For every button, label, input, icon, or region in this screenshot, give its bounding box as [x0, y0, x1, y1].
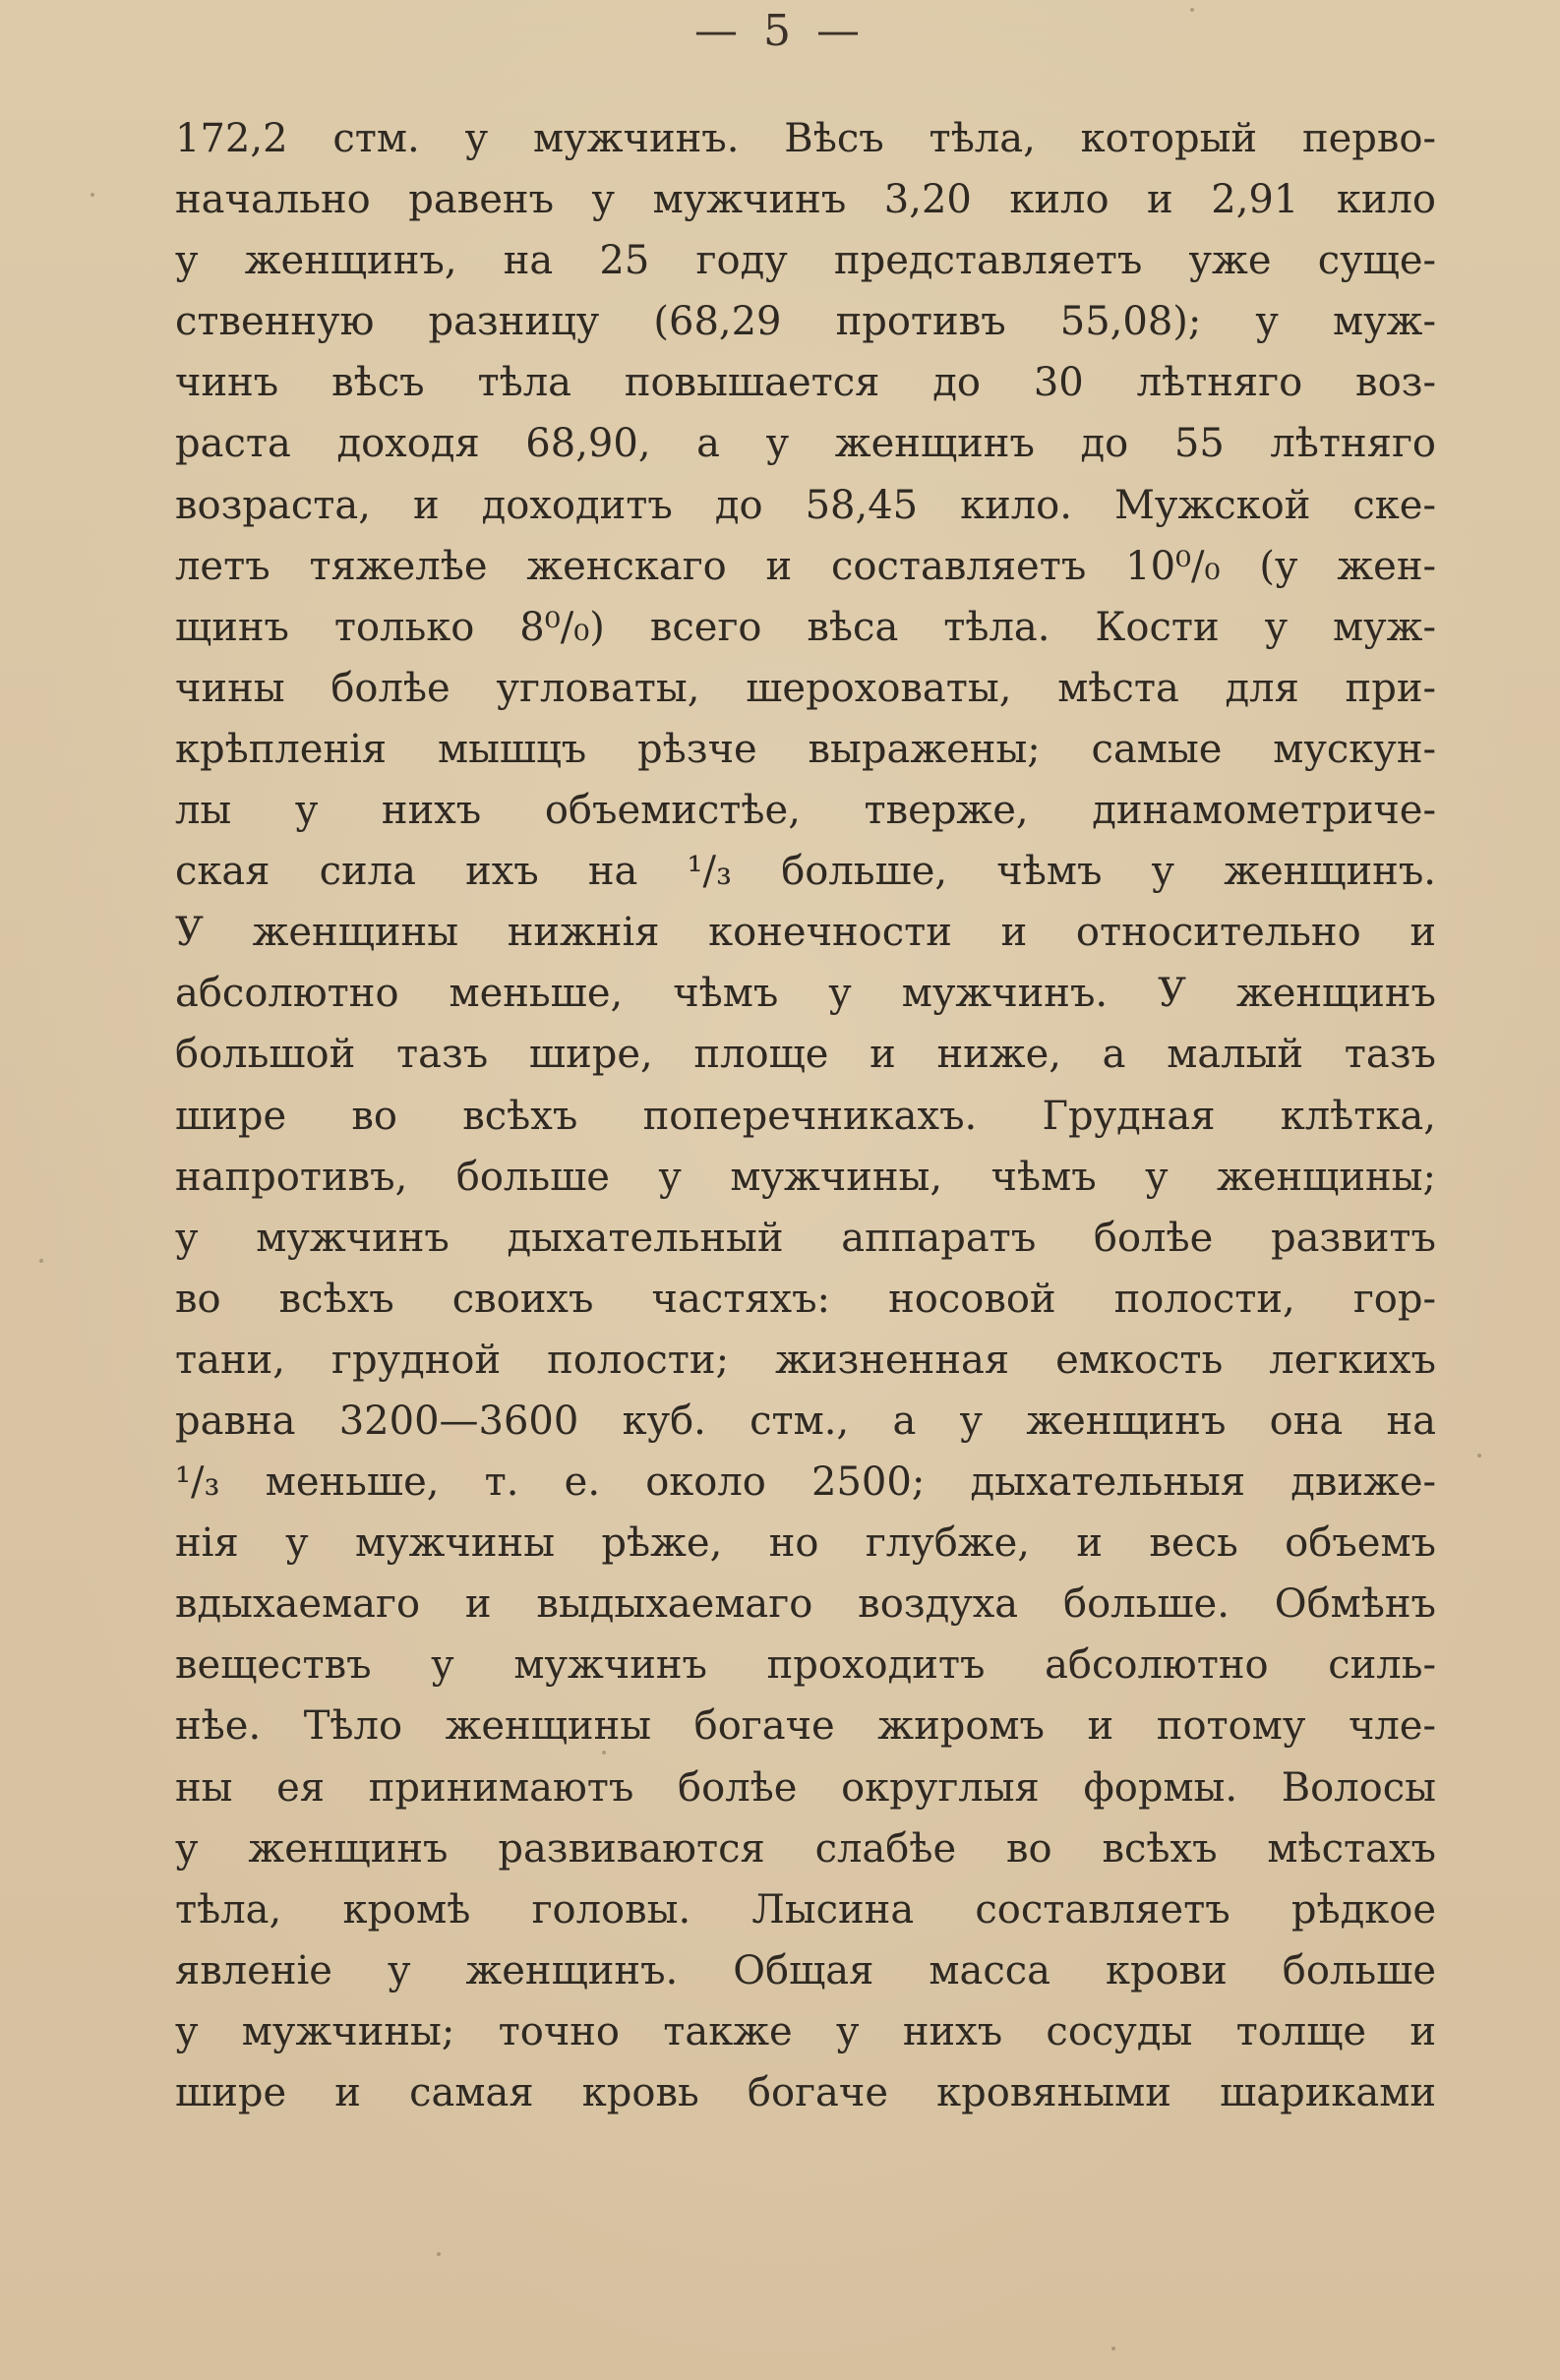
text-line: нія у мужчины рѣже, но глубже, и весь объемъ [175, 1520, 1436, 1567]
text-line: ¹/₃ меньше, т. е. около 2500; дыхательныя движе- [175, 1459, 1436, 1506]
text-line: у женщинъ развиваются слабѣе во всѣхъ мѣстахъ [175, 1825, 1436, 1872]
paper-speck [1111, 2347, 1115, 2350]
paper-speck [39, 1259, 43, 1263]
text-line: чинъ вѣсъ тѣла повышается до 30 лѣтняго воз- [175, 360, 1436, 406]
text-line: вдыхаемаго и выдыхаемаго воздуха больше. Обмѣнъ [175, 1581, 1436, 1628]
text-line: летъ тяжелѣе женскаго и составляетъ 10⁰/₀ (у жен- [175, 543, 1436, 589]
text-line: крѣпленія мышцъ рѣзче выражены; самые мускун- [175, 726, 1436, 772]
text-line: возраста, и доходитъ до 58,45 кило. Мужской ске- [175, 482, 1436, 528]
text-line: щинъ только 8⁰/₀) всего вѣса тѣла. Кости у муж- [175, 604, 1436, 650]
text-line: лы у нихъ объемистѣе, тверже, динамометриче- [175, 788, 1436, 834]
text-line: чины болѣе угловаты, шероховаты, мѣста для при- [175, 665, 1436, 711]
paper-speck [437, 2252, 441, 2256]
text-line: раста доходя 68,90, а у женщинъ до 55 лѣтняго [175, 421, 1436, 467]
paper-speck [90, 193, 94, 197]
text-line: шире и самая кровь богаче кровяными шариками [175, 2070, 1436, 2115]
text-line: во всѣхъ своихъ частяхъ: носовой полости, гор- [175, 1276, 1436, 1322]
body-text [175, 108, 1436, 2123]
page-number: — 5 — [694, 6, 866, 56]
text-line: шире во всѣхъ поперечникахъ. Грудная клѣтка, [175, 1093, 1436, 1139]
text-line: напротивъ, больше у мужчины, чѣмъ у женщины; [175, 1154, 1436, 1200]
text-line: ская сила ихъ на ¹/₃ больше, чѣмъ у женщинъ. [175, 849, 1436, 895]
text-line: тани, грудной полости; жизненная емкость легкихъ [175, 1337, 1436, 1383]
text-line: тѣла, кромѣ головы. Лысина составляетъ рѣдкое [175, 1886, 1436, 1933]
text-line: ны ея принимаютъ болѣе округлыя формы. Волосы [175, 1764, 1436, 1811]
text-line: у мужчины; точно также у нихъ сосуды толще и [175, 2008, 1436, 2054]
text-line: У женщины нижнія конечности и относительно и [175, 910, 1436, 956]
text-line: равна 3200—3600 куб. стм., а у женщинъ она на [175, 1398, 1436, 1444]
text-line: большой тазъ шире, площе и ниже, а малый тазъ [175, 1032, 1436, 1078]
text-line: веществъ у мужчинъ проходитъ абсолютно силь- [175, 1642, 1436, 1689]
text-line: ственную разницу (68,29 противъ 55,08); у муж- [175, 299, 1436, 345]
text-line: 172,2 стм. у мужчинъ. Вѣсъ тѣла, который перво- [175, 116, 1436, 161]
text-line: у мужчинъ дыхательный аппаратъ болѣе развитъ [175, 1215, 1436, 1261]
text-line: у женщинъ, на 25 году представляетъ уже суще- [175, 238, 1436, 284]
text-line: явленіе у женщинъ. Общая масса крови больше [175, 1947, 1436, 1993]
paper-speck [1477, 1454, 1481, 1458]
text-line: нѣе. Тѣло женщины богаче жиромъ и потому чле- [175, 1703, 1436, 1750]
text-line: абсолютно меньше, чѣмъ у мужчинъ. У женщинъ [175, 971, 1436, 1017]
text-line: начально равенъ у мужчинъ 3,20 кило и 2,91 кило [175, 177, 1436, 223]
